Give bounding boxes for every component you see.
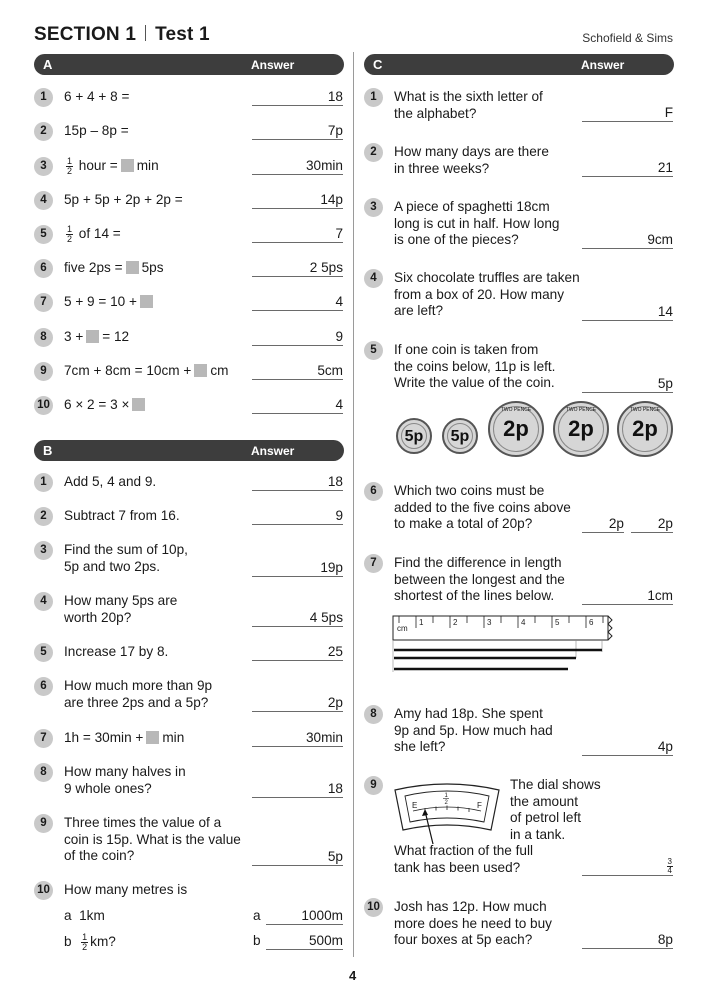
fuel-dial xyxy=(391,780,503,846)
question-text: 6 × 2 = 3 × xyxy=(64,397,148,414)
answer-field[interactable]: 9 xyxy=(252,507,343,525)
question-number: 10 xyxy=(34,881,53,900)
question-number: 10 xyxy=(34,396,53,415)
question-text: 3 + = 12 xyxy=(64,329,130,344)
answer-field[interactable]: 14p xyxy=(252,191,343,209)
question-number: 1 xyxy=(34,88,53,107)
answer-field-2[interactable]: 2p xyxy=(631,515,673,533)
question-text: $\frac{1}{2}$ hour = min xyxy=(67,156,159,176)
question-number: 8 xyxy=(364,705,383,724)
question-number: 3 xyxy=(34,541,53,560)
blank-box xyxy=(146,731,159,744)
question-number: 5 xyxy=(34,643,53,662)
answer-field[interactable]: 7p xyxy=(252,122,343,140)
fraction: $\frac{1}{2}$ xyxy=(82,932,88,952)
question-number: 4 xyxy=(34,592,53,611)
question-number: 5 xyxy=(34,225,53,244)
blank-box xyxy=(121,159,134,172)
question-text: How much more than 9p are three 2ps and a 5p? xyxy=(64,678,213,710)
page-number: 4 xyxy=(349,968,357,983)
question-text: Find the difference in length between the longest and the shortest of the lines below. xyxy=(394,555,565,604)
question-number: 1 xyxy=(34,473,53,492)
question-text: Amy had 18p. She spent 9p and 5p. How much had she left? xyxy=(394,706,553,755)
section-a-header xyxy=(34,54,344,75)
answer-field[interactable]: 30min xyxy=(252,729,343,747)
ruler-diagram xyxy=(392,614,617,676)
fraction: $\frac{1}{2}$ xyxy=(67,156,73,176)
answer-field[interactable]: 18 xyxy=(252,88,343,106)
dial-half-bot: 2 xyxy=(444,800,448,806)
blank-box xyxy=(126,261,139,274)
question-text: 5p + 5p + 2p + 2p = xyxy=(64,192,183,207)
answer-field[interactable]: 18 xyxy=(252,780,343,798)
question-text: What fraction of the full tank has been used? xyxy=(394,843,534,875)
test-label: Test 1 xyxy=(155,24,210,45)
coin-2p: TWO PENCE 2p xyxy=(553,401,609,457)
answer-field[interactable]: 2 5ps xyxy=(252,259,343,277)
ruler-broken-edge xyxy=(608,616,612,640)
question-number: 4 xyxy=(364,269,383,288)
ruler-tick-label: 5 xyxy=(555,618,560,627)
dial-half-top: 1 xyxy=(444,793,448,799)
question-text: Subtract 7 from 16. xyxy=(64,508,180,523)
fraction: $\frac{1}{2}$ xyxy=(67,224,73,244)
answer-field[interactable]: 7 xyxy=(252,225,343,243)
answer-field[interactable]: 4p xyxy=(582,738,673,756)
question-number: 7 xyxy=(34,293,53,312)
question-text: Josh has 12p. How much more does he need to buy four boxes at 5p each? xyxy=(394,899,552,948)
subquestion-a: a 1km xyxy=(64,908,105,923)
question-text: How many 5ps are worth 20p? xyxy=(64,593,178,625)
answer-field[interactable]: 5cm xyxy=(252,362,343,380)
answer-field[interactable]: F xyxy=(582,104,673,122)
answer-field[interactable]: 9cm xyxy=(582,231,673,249)
page-title xyxy=(34,24,210,46)
section-c-header xyxy=(364,54,674,75)
answer-field[interactable]: 4 5ps xyxy=(252,609,343,627)
section-label: SECTION 1 xyxy=(34,24,137,45)
blank-box xyxy=(86,330,99,343)
answer-field[interactable]: 4 xyxy=(252,293,343,311)
ruler-tick-label: 2 xyxy=(453,618,458,627)
question-number: 7 xyxy=(364,554,383,573)
question-text: Three times the value of a coin is 15p. What is the value of the coin? xyxy=(64,815,241,864)
answer-field[interactable]: 4 xyxy=(252,396,343,414)
ruler-tick-label: 4 xyxy=(521,618,526,627)
question-text: How many metres is xyxy=(64,882,188,897)
question-text: Which two coins must be added to the five coins above to make a total of 20p? xyxy=(394,483,571,532)
answer-field[interactable] xyxy=(582,858,673,876)
ruler-tick-label: 6 xyxy=(589,618,594,627)
coin-2p: TWO PENCE 2p xyxy=(617,401,673,457)
blank-box xyxy=(140,295,153,308)
publisher-name: Schofield & Sims xyxy=(582,31,673,45)
question-number: 1 xyxy=(364,88,383,107)
dial-empty-label: E xyxy=(412,801,418,810)
question-text: What is the sixth letter of the alphabet? xyxy=(394,89,543,121)
question-number: 3 xyxy=(364,198,383,217)
answer-field[interactable]: 18 xyxy=(252,473,343,491)
question-number: 3 xyxy=(34,157,53,176)
answer-field[interactable]: 2p xyxy=(252,694,343,712)
answer-field[interactable]: 9 xyxy=(252,328,343,346)
answer-field[interactable]: 14 xyxy=(582,303,673,321)
answer-field-b[interactable]: 500m xyxy=(266,932,343,950)
answer-field[interactable]: 1cm xyxy=(582,587,673,605)
subquestion-b: b $\frac{1}{2}$ km? xyxy=(64,932,116,952)
dial-full-label: F xyxy=(477,801,482,810)
answer-field-a[interactable]: 1000m xyxy=(266,907,343,925)
coin-caption: TWO PENCE xyxy=(629,407,661,413)
answer-field[interactable]: 21 xyxy=(582,159,673,177)
answer-field[interactable]: 19p xyxy=(252,559,343,577)
answer-field-1[interactable]: 2p xyxy=(582,515,624,533)
question-number: 9 xyxy=(34,814,53,833)
question-number: 9 xyxy=(34,362,53,381)
coin-caption: TWO PENCE xyxy=(565,407,597,413)
question-text: Find the sum of 10p, 5p and two 2ps. xyxy=(64,542,188,574)
question-text: How many halves in 9 whole ones? xyxy=(64,764,186,796)
question-text: 15p – 8p = xyxy=(64,123,129,138)
blank-box xyxy=(194,364,207,377)
answer-fraction: $\frac{3}{4}$ xyxy=(667,857,672,875)
question-number: 8 xyxy=(34,763,53,782)
title-separator xyxy=(145,25,146,41)
question-number: 10 xyxy=(364,898,383,917)
coin-caption: TWO PENCE xyxy=(500,407,532,413)
coin-2p: TWO PENCE 2p xyxy=(488,401,544,457)
section-b-answer-label: Answer xyxy=(251,444,295,458)
coin-5p: 5p xyxy=(442,418,478,454)
section-c-letter: C xyxy=(373,57,383,72)
question-number: 2 xyxy=(364,143,383,162)
question-text: 6 + 4 + 8 = xyxy=(64,89,130,104)
section-c-answer-label: Answer xyxy=(581,58,625,72)
question-number: 7 xyxy=(34,729,53,748)
question-text: 1h = 30min + min xyxy=(64,730,185,745)
answer-field[interactable]: 30min xyxy=(252,157,343,175)
question-text: How many days are there in three weeks? xyxy=(394,144,549,176)
question-text: 5 + 9 = 10 + xyxy=(64,294,156,311)
ruler-tick-label: 1 xyxy=(419,618,424,627)
question-number: 2 xyxy=(34,507,53,526)
section-a-answer-label: Answer xyxy=(251,58,295,72)
ruler-unit: cm xyxy=(397,624,408,633)
question-number: 4 xyxy=(34,191,53,210)
question-text: Add 5, 4 and 9. xyxy=(64,474,157,489)
coin-5p: 5p xyxy=(396,418,432,454)
answer-field[interactable]: 25 xyxy=(252,643,343,661)
question-text: five 2ps = 5ps xyxy=(64,260,164,275)
question-text: Increase 17 by 8. xyxy=(64,644,169,659)
answer-a-label: a xyxy=(253,908,261,923)
question-number: 6 xyxy=(34,677,53,696)
column-divider xyxy=(353,52,354,957)
question-number: 5 xyxy=(364,341,383,360)
question-text: A piece of spaghetti 18cm long is cut in half. How long is one of the pieces? xyxy=(394,199,560,248)
section-b-header xyxy=(34,440,344,461)
question-text: If one coin is taken from the coins below, 11p is left. Write the value of the coin. xyxy=(394,342,556,391)
blank-box xyxy=(132,398,145,411)
question-text: 7cm + 8cm = 10cm + cm xyxy=(64,363,229,378)
question-text-side: The dial shows the amount of petrol left in a tank. xyxy=(510,777,601,842)
answer-field[interactable]: 5p xyxy=(582,375,673,393)
ruler-body xyxy=(393,616,608,640)
question-text: $\frac{1}{2}$ of 14 = xyxy=(67,224,121,244)
question-text: Six chocolate truffles are taken from a box of 20. How many are left? xyxy=(394,270,580,319)
ruler-tick-label: 3 xyxy=(487,618,492,627)
question-number: 6 xyxy=(34,259,53,278)
answer-b-label: b xyxy=(253,933,261,948)
question-number: 8 xyxy=(34,328,53,347)
answer-field[interactable]: 5p xyxy=(252,848,343,866)
question-number: 9 xyxy=(364,776,383,795)
section-a-letter: A xyxy=(43,57,53,72)
question-number: 6 xyxy=(364,482,383,501)
question-number: 2 xyxy=(34,122,53,141)
section-b-letter: B xyxy=(43,443,53,458)
answer-field[interactable]: 8p xyxy=(582,931,673,949)
